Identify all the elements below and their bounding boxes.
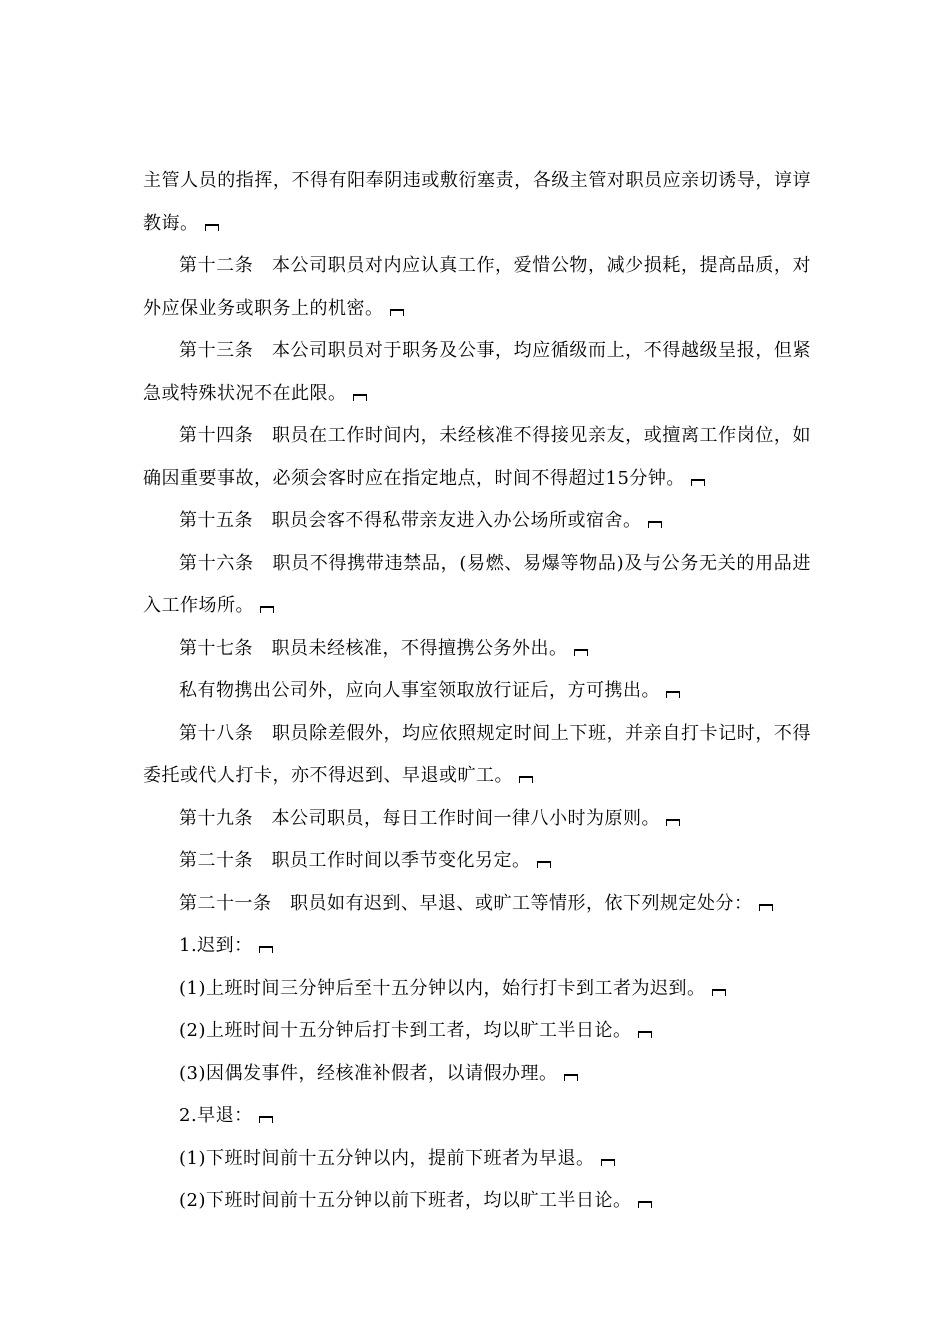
- paragraph: [143, 1010, 811, 1053]
- paragraph-text: 第十八条 职员除差假外，均应依照规定时间上下班，并亲自打卡记时，不得委托或代人打卡，亦不得迟到、早退或旷工。: [143, 722, 811, 786]
- paragraph: [143, 713, 811, 798]
- paragraph-return-mark-icon: [260, 606, 274, 613]
- paragraph-return-mark-icon: [564, 1074, 578, 1081]
- paragraph-return-mark-icon: [666, 691, 680, 698]
- paragraph: [143, 968, 811, 1011]
- paragraph: [143, 500, 811, 543]
- paragraph-text: 1.迟到：: [179, 935, 253, 956]
- paragraph-text: 第十九条 本公司职员，每日工作时间一律八小时为原则。: [179, 807, 660, 829]
- paragraph-return-mark-icon: [519, 776, 533, 783]
- paragraph-text: 第二十条 职员工作时间以季节变化另定。: [179, 850, 531, 871]
- paragraph: [143, 840, 811, 883]
- paragraph-text: 私有物携出公司外，应向人事室领取放行证后，方可携出。: [179, 680, 660, 701]
- paragraph-return-mark-icon: [666, 819, 680, 826]
- paragraph-text: 第十四条 职员在工作时间内，未经核准不得接见亲友，或擅离工作岗位，如确因重要事故，必须会客时应在指定地点，时间不得超过15分钟。: [143, 425, 811, 489]
- paragraph-text: 第十五条 职员会客不得私带亲友进入办公场所或宿舍。: [179, 510, 642, 531]
- paragraph-text: (1)上班时间三分钟后至十五分钟以内，始行打卡到工者为迟到。: [179, 977, 706, 999]
- paragraph: [143, 1095, 811, 1138]
- paragraph: [143, 543, 811, 628]
- paragraph: [143, 1138, 811, 1181]
- paragraph-return-mark-icon: [638, 1201, 652, 1208]
- paragraph-text: 主管人员的指挥，不得有阳奉阴违或敷衍塞责，各级主管对职员应亲切诱导，谆谆教诲。: [143, 170, 811, 234]
- paragraph-return-mark-icon: [259, 946, 273, 953]
- paragraph-return-mark-icon: [574, 649, 588, 656]
- paragraph: [143, 245, 811, 330]
- paragraph-return-mark-icon: [259, 1116, 273, 1123]
- paragraph-text: 第二十一条 职员如有迟到、早退、或旷工等情形，依下列规定处分：: [179, 892, 753, 914]
- paragraph-return-mark-icon: [353, 394, 367, 401]
- paragraph-text: (3)因偶发事件，经核准补假者，以请假办理。: [179, 1062, 558, 1084]
- paragraph-text: (2)上班时间十五分钟后打卡到工者，均以旷工半日论。: [179, 1020, 632, 1041]
- paragraph-return-mark-icon: [691, 479, 705, 486]
- paragraph: [143, 925, 811, 968]
- paragraph: [143, 670, 811, 713]
- paragraph-return-mark-icon: [390, 309, 404, 316]
- paragraph-return-mark-icon: [537, 861, 551, 868]
- paragraph-text: (1)下班时间前十五分钟以内，提前下班者为早退。: [179, 1147, 595, 1169]
- paragraph: [143, 1180, 811, 1223]
- paragraph-text: 第十三条 本公司职员对于职务及公事，均应循级而上，不得越级呈报，但紧急或特殊状况不在此限。: [143, 340, 811, 404]
- paragraph-text: 2.早退：: [179, 1105, 253, 1126]
- paragraph-return-mark-icon: [759, 904, 773, 911]
- paragraph-return-mark-icon: [205, 224, 219, 231]
- document-body: [143, 160, 811, 1223]
- paragraph-text: 第十六条 职员不得携带违禁品，(易燃、易爆等物品)及与公务无关的用品进入工作场所。: [143, 552, 811, 616]
- paragraph-text: 第十二条 本公司职员对内应认真工作，爱惜公物，减少损耗，提高品质，对外应保业务或职务上的机密。: [143, 255, 811, 319]
- paragraph: [143, 798, 811, 841]
- paragraph: [143, 160, 811, 245]
- paragraph-text: 第十七条 职员未经核准，不得擅携公务外出。: [179, 637, 568, 659]
- paragraph-return-mark-icon: [638, 1031, 652, 1038]
- paragraph-text: (2)下班时间前十五分钟以前下班者，均以旷工半日论。: [179, 1190, 632, 1211]
- paragraph-return-mark-icon: [648, 521, 662, 528]
- paragraph: [143, 1053, 811, 1096]
- paragraph: [143, 628, 811, 671]
- paragraph-return-mark-icon: [712, 989, 726, 996]
- paragraph: [143, 415, 811, 500]
- paragraph: [143, 883, 811, 926]
- paragraph-return-mark-icon: [601, 1159, 615, 1166]
- paragraph: [143, 330, 811, 415]
